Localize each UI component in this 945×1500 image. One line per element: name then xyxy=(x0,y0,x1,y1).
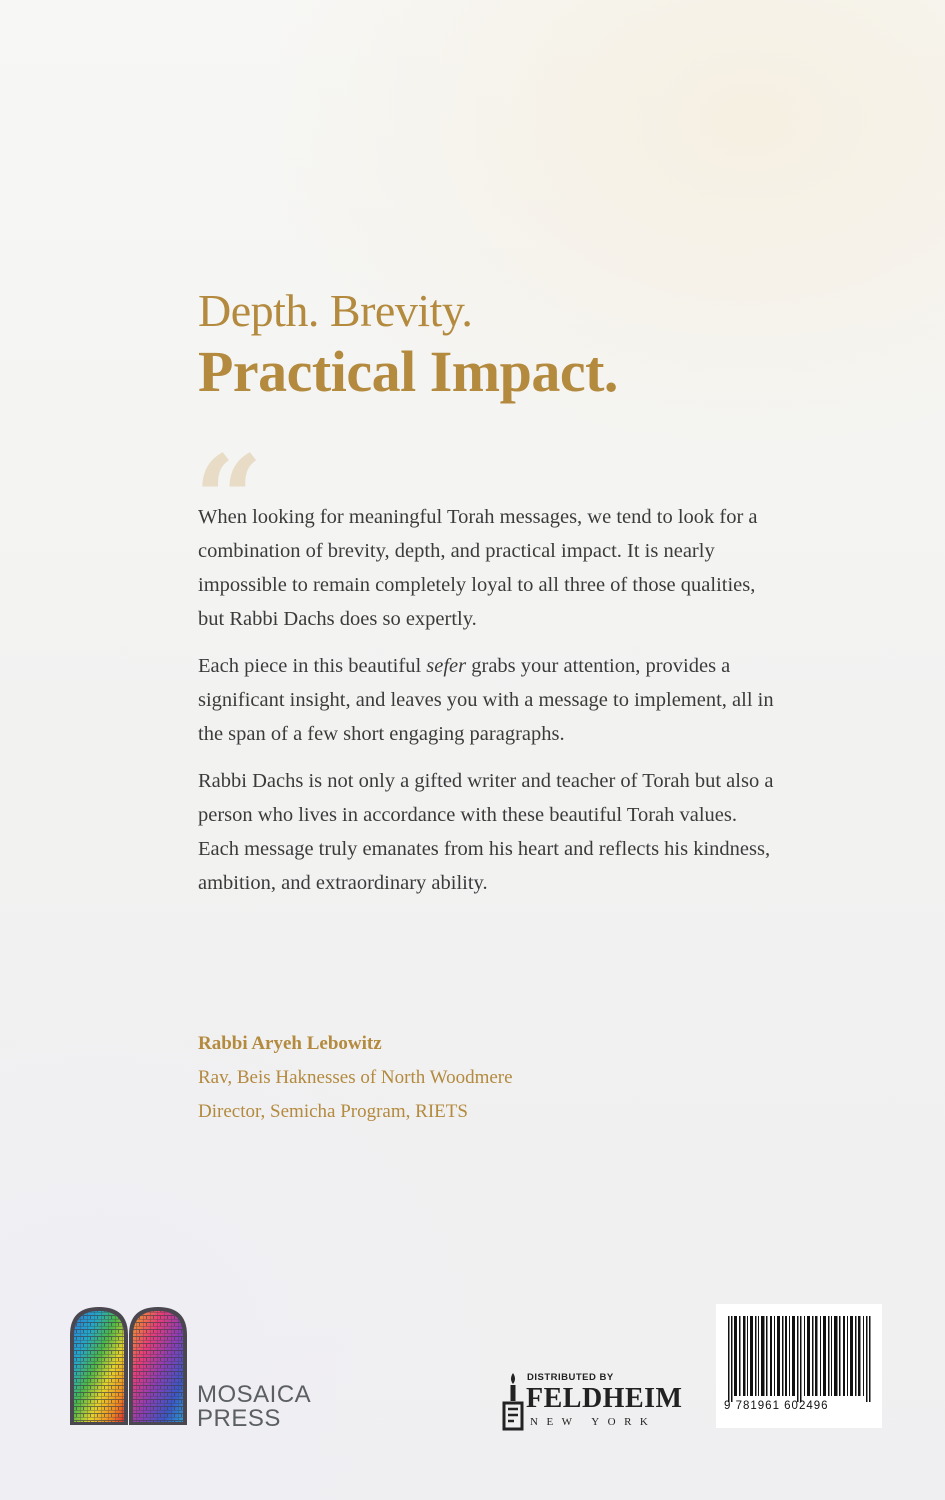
paragraph-2-start: Each piece in this beautiful xyxy=(198,655,427,677)
distributor-logo xyxy=(502,1369,682,1431)
isbn-barcode xyxy=(716,1304,882,1428)
signature-title-1: Rav, Beis Haknesses of North Woodmere xyxy=(198,1067,513,1088)
distributor-city: NEW YORK xyxy=(530,1416,657,1428)
stained-glass-tablets-icon xyxy=(66,1305,191,1427)
distributor-name: FELDHEIM xyxy=(526,1383,683,1414)
signature xyxy=(198,1027,513,1129)
publisher-line-1: MOSAICA xyxy=(197,1381,312,1408)
paragraph-2-emphasis: sefer xyxy=(426,655,467,677)
headline xyxy=(198,283,618,405)
quote-mark-icon: “ xyxy=(194,429,264,570)
signature-title-2: Director, Semicha Program, RIETS xyxy=(198,1101,468,1122)
candle-book-icon xyxy=(502,1371,524,1431)
signature-name: Rabbi Aryeh Lebowitz xyxy=(198,1033,382,1054)
distributed-by-label: DISTRIBUTED BY xyxy=(527,1372,614,1383)
isbn-number: 9 781961 602496 xyxy=(724,1400,829,1412)
paragraph-3: Rabbi Dachs is not only a gifted writer and teacher of Torah but also a person who lives in accordance with these beautiful Torah values. Each message truly emanates from his heart and reflects his kindness, ambition, and extraordinary ability. xyxy=(198,770,774,894)
headline-line-1: Depth. Brevity. xyxy=(198,285,473,336)
paragraph-1: When looking for meaningful Torah messages, we tend to look for a combination of brevity, depth, and practical impact. It is nearly impossible to remain completely loyal to all three of those qualities, but Rabbi Dachs does so expertly. xyxy=(198,506,758,630)
endorsement-text xyxy=(198,500,778,913)
publisher-name xyxy=(197,1383,311,1431)
paragraph-2-end: grabs your attention, provides a significant insight, and leaves you with a message to implement, all in the span of a few short engaging paragraphs. xyxy=(198,655,774,745)
publisher-line-2: PRESS xyxy=(197,1405,281,1432)
headline-line-2: Practical Impact. xyxy=(198,339,618,404)
paragraph-2 xyxy=(198,649,778,751)
barcode-bars xyxy=(726,1316,872,1402)
